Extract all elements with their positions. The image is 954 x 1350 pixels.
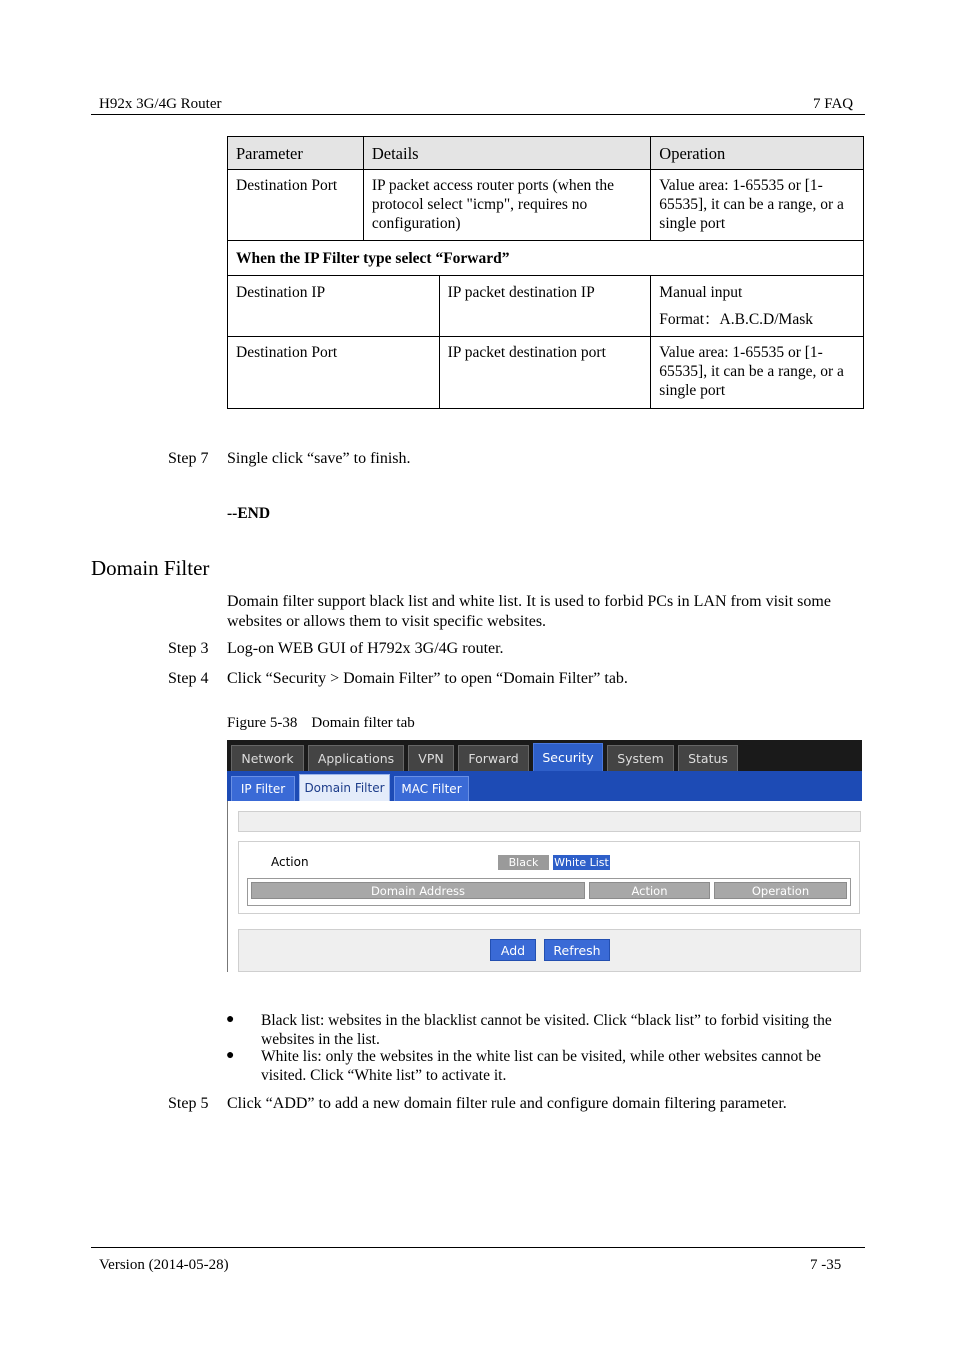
step-label: Step 5 xyxy=(168,1095,209,1112)
operation-line: Format：A.B.C.D/Mask xyxy=(659,311,813,328)
bullet-text: Black list: websites in the blacklist cannot be visited. Click “black list” to forbid visiting the websites in the list. xyxy=(261,1012,832,1048)
black-list-button[interactable]: Black xyxy=(498,855,549,870)
footer-page-number: 7 -35 xyxy=(810,1257,842,1273)
subtab-mac-filter[interactable]: MAC Filter xyxy=(394,776,469,801)
figure-number: Figure 5-38 xyxy=(227,715,298,731)
step-text: Click “Security > Domain Filter” to open “Domain Filter” tab. xyxy=(227,670,628,687)
figure-title: Domain filter tab xyxy=(311,715,415,731)
tab-vpn[interactable]: VPN xyxy=(408,745,454,771)
subtab-domain-filter[interactable]: Domain Filter xyxy=(299,774,390,801)
cell-param: Destination IP xyxy=(228,276,440,337)
section-row-label: When the IP Filter type select “Forward” xyxy=(228,241,864,276)
figure-caption xyxy=(227,715,429,732)
cell-operation: Value area: 1-65535 or [1-65535], it can be a range, or a single port xyxy=(651,337,864,409)
cell-details: IP packet destination port xyxy=(439,337,651,409)
col-operation: Operation xyxy=(714,882,847,899)
table-section-row xyxy=(228,241,864,276)
rules-table-header xyxy=(247,878,851,906)
main-nav xyxy=(227,740,862,771)
section-title: Domain Filter xyxy=(91,556,210,580)
title-bar xyxy=(238,811,861,832)
cell-details: IP packet destination IP xyxy=(439,276,651,337)
intro-paragraph: Domain filter support black list and white list. It is used to forbid PCs in LAN from visit some websites or allows them to visit specific websites. xyxy=(227,593,831,630)
bullet-icon: ● xyxy=(226,1048,235,1063)
col-header-operation: Operation xyxy=(651,137,864,170)
step-label: Step 7 xyxy=(168,450,209,467)
filter-panel xyxy=(238,841,860,914)
white-list-button[interactable]: White List xyxy=(554,856,609,869)
table-header-row xyxy=(228,137,864,170)
footer-version: Version (2014-05-28) xyxy=(99,1257,229,1273)
bullet-icon: ● xyxy=(226,1012,235,1027)
bullet-text: White lis: only the websites in the white list can be visited, while other websites cannot be visited. Click “White list” to activate it. xyxy=(261,1048,822,1084)
header-rule xyxy=(91,114,865,115)
refresh-button[interactable]: Refresh xyxy=(544,939,610,961)
tab-system[interactable]: System xyxy=(607,745,674,771)
cell-operation: Value area: 1-65535 or [1-65535], it can be a range, or a single port xyxy=(651,170,864,241)
header-title: H92x 3G/4G Router xyxy=(99,96,222,112)
sub-nav xyxy=(227,771,862,801)
col-header-parameter: Parameter xyxy=(228,137,364,170)
col-domain-address: Domain Address xyxy=(251,882,585,899)
end-marker: --END xyxy=(227,505,271,522)
tab-network[interactable]: Network xyxy=(231,745,304,771)
button-bar xyxy=(238,929,861,972)
action-label: Action xyxy=(271,855,309,869)
step-text: Log-on WEB GUI of H792x 3G/4G router. xyxy=(227,640,504,657)
step-text: Single click “save” to finish. xyxy=(227,450,411,467)
subtab-ip-filter[interactable]: IP Filter xyxy=(231,776,295,801)
cell-param: Destination Port xyxy=(228,170,364,241)
content-border xyxy=(227,801,228,972)
col-header-details: Details xyxy=(363,137,650,170)
step-label: Step 4 xyxy=(168,670,209,687)
header-chapter: 7 FAQ xyxy=(813,96,854,112)
add-button[interactable]: Add xyxy=(490,939,536,961)
footer-rule xyxy=(91,1247,865,1248)
cell-details: IP packet access router ports (when the protocol select "icmp", requires no configuration) xyxy=(363,170,650,241)
col-action: Action xyxy=(589,882,710,899)
cell-operation xyxy=(651,276,864,337)
step-text: Click “ADD” to add a new domain filter rule and configure domain filtering parameter. xyxy=(227,1095,787,1112)
cell-param: Destination Port xyxy=(228,337,440,409)
table-row xyxy=(228,337,864,409)
tab-forward[interactable]: Forward xyxy=(458,745,529,771)
step-label: Step 3 xyxy=(168,640,209,657)
parameter-table xyxy=(227,136,864,409)
tab-security[interactable]: Security xyxy=(533,743,603,771)
tab-applications[interactable]: Applications xyxy=(308,745,404,771)
domain-filter-screenshot xyxy=(227,740,862,972)
table-row xyxy=(228,170,864,241)
table-row xyxy=(228,276,864,337)
tab-status[interactable]: Status xyxy=(678,745,738,771)
operation-line: Manual input xyxy=(659,284,743,301)
